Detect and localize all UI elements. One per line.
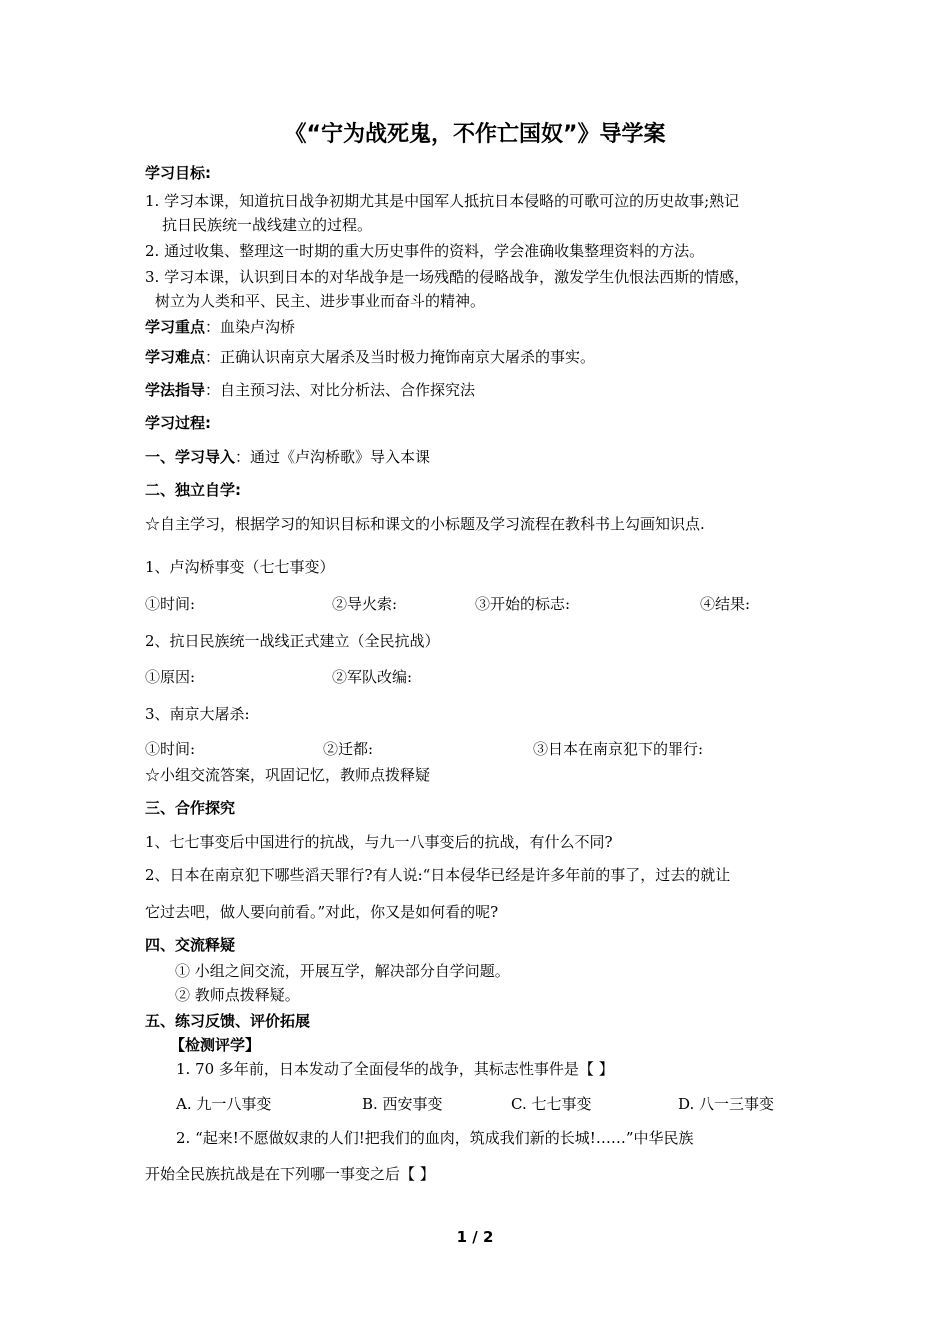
- q1-item-start-sign: ③开始的标志:: [475, 595, 571, 613]
- exercise-1-option-c: C. 七七事变: [511, 1095, 592, 1113]
- difficulty-text: ：正确认识南京大屠杀及当时极力掩饰南京大屠杀的事实。: [205, 348, 596, 366]
- section-5-subheading: 【检测评学】: [170, 1036, 261, 1054]
- exercise-1-option-d: D. 八一三事变: [678, 1095, 775, 1113]
- section-4-heading: 四、交流释疑: [145, 936, 236, 954]
- objective-3-line-1: 3. 学习本课，认识到日本的对华战争是一场残酷的侵略战争，激发学生仇恨法西斯的情感，: [145, 268, 750, 286]
- section-3-question-1: 1、七七事变后中国进行的抗战，与九一八事变后的抗战，有什么不同?: [145, 833, 613, 851]
- method-text: ：自主预习法、对比分析法、合作探究法: [205, 381, 476, 399]
- section-2-exchange: ☆小组交流答案，巩固记忆，教师点拨释疑: [145, 766, 431, 784]
- section-5-heading: 五、练习反馈、评价拓展: [145, 1012, 311, 1030]
- question-1-title: 1、卢沟桥事变（七七事变）: [145, 558, 335, 576]
- section-4-item-2: ② 教师点拨释疑。: [175, 986, 300, 1004]
- q3-item-crimes: ③日本在南京犯下的罪行:: [533, 740, 704, 758]
- focus-text: ：血染卢沟桥: [205, 318, 296, 336]
- section-1-row: [145, 446, 815, 468]
- exercise-2-question-line-1: 2. “起来!不愿做奴隶的人们!把我们的血肉，筑成我们新的长城!……”中华民族: [176, 1129, 694, 1147]
- q1-item-time: ①时间:: [145, 595, 196, 613]
- method-row: [145, 379, 815, 401]
- focus-label: 学习重点: [145, 318, 206, 336]
- difficulty-row: [145, 346, 815, 368]
- section-4-item-1: ① 小组之间交流，开展互学，解决部分自学问题。: [175, 962, 510, 980]
- section-3-question-2-line-1: 2、日本在南京犯下哪些滔天罪行?有人说:“日本侵华已经是许多年前的事了，过去的就让: [145, 866, 731, 884]
- q2-item-reason: ①原因:: [145, 668, 196, 686]
- q1-item-trigger: ②导火索:: [332, 595, 398, 613]
- focus-row: [145, 316, 815, 338]
- exercise-1-option-b: B. 西安事变: [362, 1095, 443, 1113]
- objective-1-line-2: 抗日民族统一战线建立的过程。: [162, 216, 373, 234]
- exercise-2-question-line-2: 开始全民族抗战是在下列哪一事变之后【 】: [145, 1165, 435, 1183]
- difficulty-label: 学习难点: [145, 348, 206, 366]
- section-3-question-2-line-2: 它过去吧，做人要向前看。”对此，你又是如何看的呢?: [145, 903, 499, 921]
- process-heading: 学习过程:: [145, 414, 211, 432]
- q3-item-time: ①时间:: [145, 740, 196, 758]
- page-number: 1 / 2: [456, 1228, 494, 1246]
- page-title: 《“宁为战死鬼，不作亡国奴”》导学案: [284, 122, 666, 147]
- q3-item-capital: ②迁都:: [323, 740, 374, 758]
- section-1-label: 一、学习导入: [145, 448, 236, 466]
- exercise-1-option-a: A. 九一八事变: [176, 1095, 272, 1113]
- section-2-intro: ☆自主学习，根据学习的知识目标和课文的小标题及学习流程在教科书上勾画知识点.: [145, 515, 705, 533]
- q1-item-result: ④结果:: [700, 595, 751, 613]
- objectives-heading: 学习目标:: [145, 164, 211, 182]
- section-3-heading: 三、合作探究: [145, 799, 236, 817]
- objective-2: 2. 通过收集、整理这一时期的重大历史事件的资料，学会准确收集整理资料的方法。: [145, 242, 705, 260]
- q2-item-army: ②军队改编:: [332, 668, 413, 686]
- section-1-text: ：通过《卢沟桥歌》导入本课: [235, 448, 431, 466]
- objective-1-line-1: 1. 学习本课，知道抗日战争初期尤其是中国军人抵抗日本侵略的可歌可泣的历史故事;熟记: [145, 192, 740, 210]
- section-2-heading: 二、独立自学:: [145, 481, 241, 499]
- question-3-title: 3、南京大屠杀:: [145, 705, 250, 723]
- objective-3-line-2: 树立为人类和平、民主、进步事业而奋斗的精神。: [155, 292, 486, 310]
- exercise-1-question: 1. 70 多年前，日本发动了全面侵华的战争，其标志性事件是【 】: [176, 1060, 614, 1078]
- method-label: 学法指导: [145, 381, 206, 399]
- question-2-title: 2、抗日民族统一战线正式建立（全民抗战）: [145, 632, 440, 650]
